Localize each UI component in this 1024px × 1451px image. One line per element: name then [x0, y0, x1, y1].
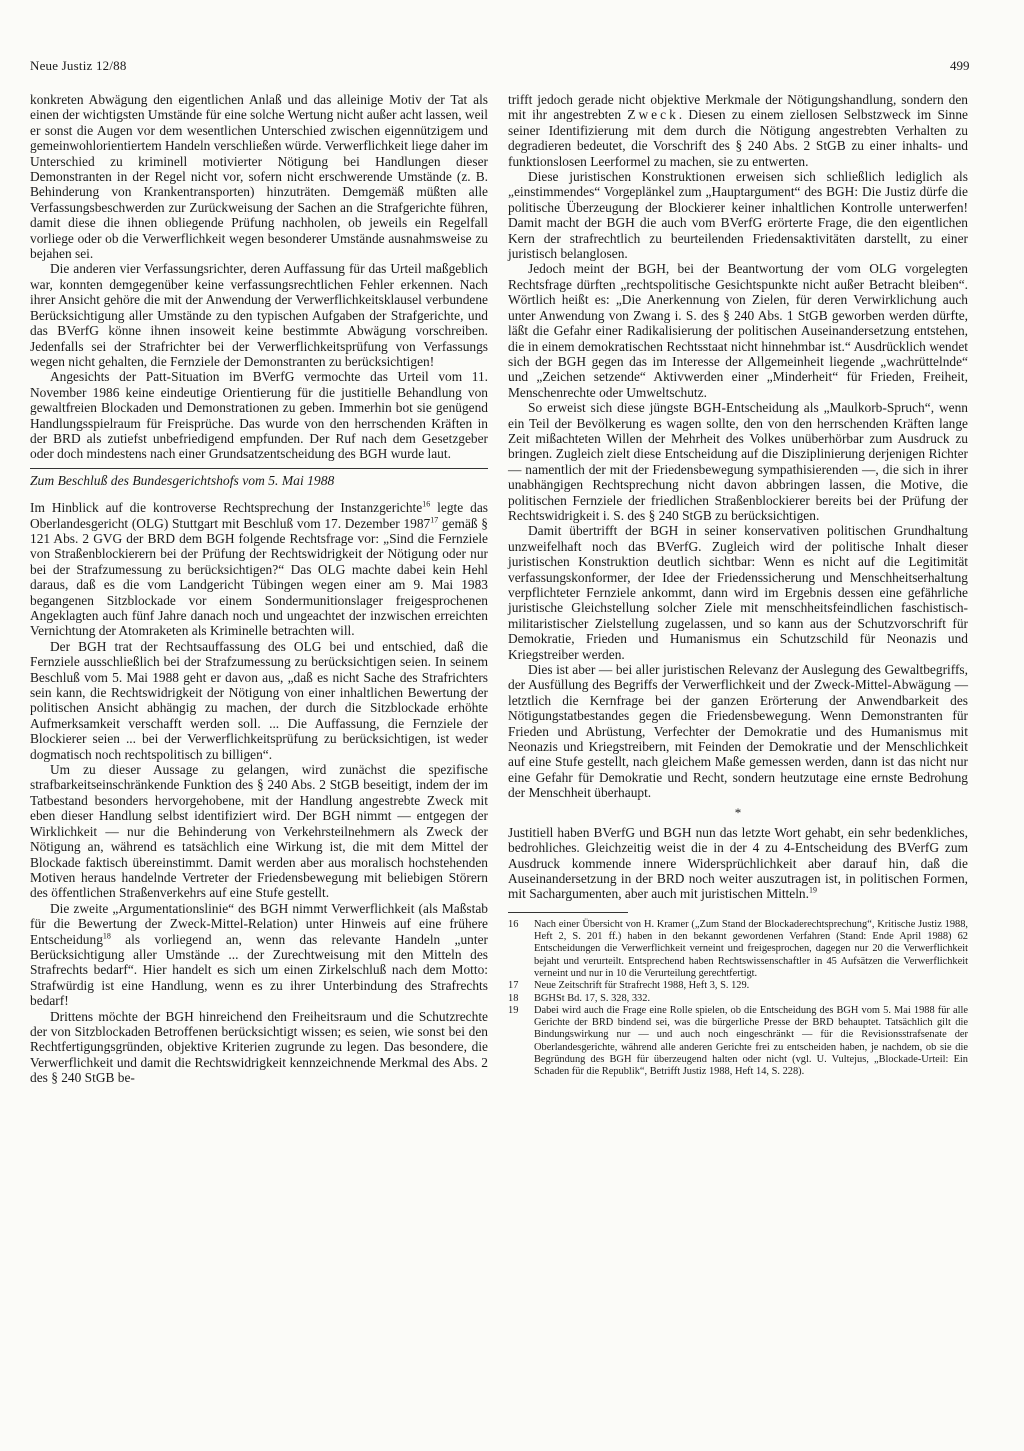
footnote [508, 1005, 968, 1079]
left-column [30, 92, 488, 1086]
footnote-text: Dabei wird auch die Frage eine Rolle spielen, ob die Entscheidung des BGH vom 5. Mai 1988 für alle Gerichte der BRD bindend sei, was die bürgerliche Presse der BRD behauptet. Tatsächlich gilt die Bindungswirkung nur — und auch noch eingeschränkt — für die Revisionsstrafsenate der Oberlandesgerichte, während alle anderen Gerichte frei zu entscheiden haben, je nachdem, ob sie die Begründung des BGH für überzeugend halten oder nicht (vgl. U. Vultejus, „Blockade-Urteil: Ein Schaden für die Republik“, Betrifft Justiz 1988, Heft 14, S. 228). [534, 1004, 968, 1078]
text-run: legte das Oberlandesgericht (OLG) Stuttgart mit Beschluß vom 17. Dezember 1987 [30, 500, 488, 531]
footnote-ref-19: 19 [808, 885, 817, 895]
paragraph: konkreten Abwägung den eigentlichen Anlaß und das alleinige Motiv der Tat als einen der wichtigsten Umstände für eine solche Wertung nicht außer acht lassen, weil er sonst die Augen vor dem wesentlichen Unterschied zwischen eigennützigem und gemeinwohlorientiertem Handeln verschließen würde. Verwerflichkeit liege daher im Unterschied zu kriminell motivierter Nötigung bei Handlungen dieser Demonstranten in der Regel nicht vor, sofern nicht erschwerende Umstände (z. B. Behinderung von Krankentransporten) hinzuträten. Demgemäß müßten alle Verfassungsbeschwerden zur Zurückweisung der Sachen an die Strafgerichte führen, damit diese die ihnen obliegende Prüfung nachholen, ob jeweils ein Regelfall vorliege oder ob die Verwerflichkeit wegen besonderer Umstände ausnahmsweise zu bejahen sei. [30, 92, 488, 262]
spaced-word: Zweck [627, 107, 679, 123]
footnote-text: Neue Zeitschrift für Strafrecht 1988, Heft 3, S. 129. [534, 980, 750, 992]
paragraph [30, 901, 488, 1009]
paragraph: Die anderen vier Verfassungsrichter, deren Auffassung für das Urteil maßgeblich war, konnten demgegenüber keine verfassungsrechtlichen Fehler erkennen. Nach ihrer Ansicht gehöre die mit der Anwendung der Verwerflichkeitsklausel verbundene Berücksichtigung aller Umstände zu den typischen Aufgaben der Strafgerichte, und das BVerfG könne ihnen insoweit keine bestimmte Abwägung vorschreiben. Jedenfalls sei der Strafrichter bei der Verwerflichkeitsprüfung von Verfassungs wegen nicht gehalten, die Fernziele der Demonstranten zu berücksichtigen! [30, 261, 488, 369]
paragraph [508, 92, 968, 169]
paragraph: Damit übertrifft der BGH in seiner konservativen politischen Grundhaltung unzweifelhaft noch das BVerfG. Zugleich wird der politische Inhalt dieser juristischen Konstruktion deutlich sichtbar: Wenn es nicht auf die Legitimität verfassungskonformer, der Idee der Friedenssicherung und Menschheitserhaltung verpflichteter Fernziele ankommt, dann wird im Ergebnis dessen eine gefährliche juristische Gleichstellung solcher Ziele mit menschheitsfeindlichen faschistisch-militaristischer Zielstellung zugelassen, und so kann aus der Schutzvorschrift für Demokratie, Frieden und Humanismus ein Schutzschild für Neonazis und Kriegstreiber werden. [508, 523, 968, 662]
paragraph: Um zu dieser Aussage zu gelangen, wird zunächst die spezifische strafbarkeitseinschränkende Funktion des § 240 Abs. 2 StGB beseitigt, indem der im Tatbestand besonders hervorgehobene, mit der Handlung angestrebte Zweck mit eben dieser Handlung selbst identifiziert wird. Der BGH nimmt — entgegen der Wirklichkeit — nur die Behinderung von Verkehrsteilnehmern als Zweck der Nötigung an, während es tatsächlich eine Wirkung ist, die mit dem Mittel der Blockade faktisch übereinstimmt. Damit werden aber aus moralisch hochstehenden Motiven heraus handelnde Vertreter der Friedensbewegung mit beliebigen Störern des öffentlichen Straßenverkehrs auf eine Stufe gestellt. [30, 762, 488, 901]
footnotes [508, 919, 968, 1079]
text-run: trifft jedoch gerade nicht objektive Merkmale der Nötigungshandlung, sondern den mit ihr angestrebten [508, 92, 968, 123]
text-run: gemäß § 121 Abs. 2 GVG der BRD dem BGH folgende Rechtsfrage vor: „Sind die Fernziele von Straßenblockierern bei der Prüfung der Rechtswidrigkeit der Nötigung oder nur bei der Strafzumessung zu berücksichtigen?“ Das OLG machte dabei kein Hehl daraus, daß es die vom Landgericht Tübingen wegen einer am 9. Mai 1983 begangenen Sitzblockade vor einem Sondermunitionslager freigesprochenen Angeklagten auch fünf Jahre danach noch und ungeachtet der inzwischen erreichten Vernichtung der Atomraketen als Kriminelle betrachten will. [30, 515, 488, 639]
footnote-number: 17 [508, 980, 519, 992]
footnote [508, 919, 968, 980]
paragraph: Drittens möchte der BGH hinreichend den Freiheitsraum und die Schutzrechte der von Sitzblockaden Betroffenen berücksichtigt wissen; es seien, wie sonst bei den Rechtfertigungsgründen, objektive Kriterien zugrunde zu legen. Das besondere, die Verwerflichkeit und damit die Rechtswidrigkeit kennzeichnende Merkmal des Abs. 2 des § 240 StGB be- [30, 1008, 488, 1086]
paragraph: Diese juristischen Konstruktionen erweisen sich schließlich lediglich als „einstimmendes“ Vorgeplänkel zum „Hauptargument“ des BGH: Die Justiz dürfe die politische Überzeugung der Blockierer keiner inhaltlichen Kontrolle unterwerfen! Damit macht der BGH die auch vom BVerfG erörterte Frage, die den eigentlichen Kern der strafrechtlich zu beurteilenden Friedensaktivitäten darstellt, zu einer juristisch belanglosen. [508, 169, 968, 262]
footnote-number: 16 [508, 918, 519, 930]
footnote-ref-17: 17 [430, 515, 439, 525]
footnote-text: BGHSt Bd. 17, S. 328, 332. [534, 992, 651, 1004]
running-header: Neue Justiz 12/88 [30, 58, 127, 73]
paragraph: Angesichts der Patt-Situation im BVerfG vermochte das Urteil vom 11. November 1986 keine eindeutige Orientierung für die justitielle Behandlung von gewaltfreien Blockaden und Demonstrationen zu geben. Immerhin bot sie genügend Handlungsspielraum für Freisprüche. Das wurde von den herrschenden Kräften in der BRD als zutiefst unbefriedigend empfunden. Der Ruf nach dem Gesetzgeber oder doch mindestens nach einer Grundsatzentscheidung des BGH wurde laut. [30, 369, 488, 462]
section-separator: * [734, 804, 742, 820]
paragraph [508, 825, 968, 902]
footnote-number: 18 [508, 992, 519, 1004]
paragraph: Dies ist aber — bei aller juristischen Relevanz der Auslegung des Gewaltbegriffs, der Ausfüllung des Begriffs der Verwerflichkeit und der Zweck-Mittel-Abwägung — letztlich die Kernfrage bei der ganzen Erörterung der Anwendbarkeit des Nötigungstatbestandes gegen die Friedensbewegung. Wenn Demonstranten für Frieden und Abrüstung, Verfechter der Demokratie und des Humanismus mit Neonazis und Kriegstreibern, mit Feinden der Demokratie und der Menschlichkeit auf eine Stufe gestellt, nach gleichem Maße gemessen werden, dann ist das nicht nur eine Gefahr für Demokratie und Recht, sondern heutzutage eine ernste Bedrohung der Menschheit überhaupt. [508, 662, 968, 801]
paragraph [30, 500, 488, 639]
page-number: 499 [950, 58, 970, 73]
paragraph: So erweist sich diese jüngste BGH-Entscheidung als „Maulkorb-Spruch“, wenn ein Teil der Bevölkerung es wagen sollte, den von den herrschenden Kräften lange Zeit mißachteten Willen der Mehrheit des Volkes unüberhörbar zum Ausdruck zu bringen. Zugleich zielt diese Entscheidung auf die Disziplinierung derjenigen Richter — namentlich der mit der Friedensbewegung sympathisierenden —, die sich in ihrer unabhängigen Rechtsprechung nicht davon abbringen lassen, die Motive, die politischen Fernziele der friedlichen Straßenblockierer bereits bei der Prüfung der Rechtswidrigkeit i. S. des § 240 StGB zu berücksichtigen. [508, 400, 968, 523]
footnote [508, 993, 968, 1005]
footnote-divider [508, 912, 628, 913]
footnote-text: Nach einer Übersicht von H. Kramer („Zum Stand der Blockaderechtsprechung“, Kritische Justiz 1988, Heft 2, S. 201 ff.) haben in den bekannt gewordenen Verfahren (Stand: Ende April 1988) 62 Entscheidungen die Verwerflichkeit verneint und freigesprochen, dagegen nur 20 die Verwerflichkeit bejaht und verurteilt. Entsprechend haben Rechtswissenschaftler in 45 Aufsätzen die Verwerflichkeit verneint und nur in 10 die Verurteilung gerechtfertigt. [534, 918, 968, 979]
paragraph: Der BGH trat der Rechtsauffassung des OLG bei und entschied, daß die Fernziele ausschließlich bei der Strafzumessung zu berücksichtigen seien. In seinem Beschluß vom 5. Mai 1988 geht er davon aus, „daß es nicht Sache des Strafrichters sein kann, die Rechtswidrigkeit der Nötigung von einer inhaltlichen Bewertung der politischen Ansicht abhängig zu machen, der durch die Sitzblockade erhöhte Aufmerksamkeit verschafft werden soll. ... Die Auffassung, die Fernziele der Blockierer seien ... bei der Verwerflichkeitsprüfung zu berücksichtigen, ist weder dogmatisch noch rechtspolitisch zu billigen“. [30, 638, 488, 762]
footnote-ref-16: 16 [422, 499, 431, 509]
footnote-number: 19 [508, 1004, 519, 1016]
footnote [508, 980, 968, 992]
paragraph: Jedoch meint der BGH, bei der Beantwortung der vom OLG vorgelegten Rechtsfrage dürften „rechtspolitische Gesichtspunkte nicht außer Betracht bleiben“. Wörtlich heißt es: „Die Anerkennung von Zielen, für deren Verwirklichung auch unter Anwendung von Zwang i. S. des § 240 Abs. 1 StGB geworben werden dürfte, läßt die Gefahr einer Radikalisierung der politischen Auseinandersetzung entstehen, die in einem demokratischen Rechtsstaat nicht hinnehmbar ist.“ Ausdrücklich wendet sich der BGH gegen das im Interesse der Allgemeinheit liegende „wachrüttelnde“ und „Zeichen setzende“ Aktivwerden einer „Minderheit“ für Frieden, Freiheit, Menschenrechte oder Umweltschutz. [508, 261, 968, 400]
right-column [508, 92, 968, 1079]
text-run: . Diesen zu einem ziellosen Selbstzweck im Sinne seiner Identifizierung mit dem durch die Nötigung angestrebten Verhalten zu degradieren bedeutet, die Vorschrift des § 240 Abs. 2 StGB zu einer inhalts- und funktionslosen Leerformel zu machen, sie zu entwerten. [508, 107, 968, 169]
section-heading: Zum Beschluß des Bundesgerichtshofs vom 5. Mai 1988 [30, 468, 488, 488]
text-run: Die zweite „Argumentationslinie“ des BGH nimmt Verwerflichkeit (als Maßstab für die Bewertung der Zweck-Mittel-Relation) unter Hinweis auf eine frühere Entscheidung [30, 900, 488, 947]
text-run: Justitiell haben BVerfG und BGH nun das letzte Wort gehabt, ein sehr bedenkliches, bedrohliches. Gleichzeitig weist die in der 4 zu 4-Entscheidung des BVerfG zum Ausdruck kommende innere Widersprüchlichkeit aber darauf hin, daß die Auseinandersetzung in der BRD noch weiter auszutragen ist, in politischen Formen, mit Sachargumenten, aber auch mit juristischen Mitteln. [508, 824, 968, 902]
text-run: Im Hinblick auf die kontroverse Rechtsprechung der Instanzgerichte [30, 500, 423, 516]
footnote-ref-18: 18 [102, 931, 111, 941]
text-run: als vorliegend an, wenn das relevante Handeln „unter Berücksichtigung aller Umstände ... der Zurechtweisung mit den Mitteln des Strafrechts bedarf“. Hier handelt es sich um einen Zirkelschluß nach dem Motto: Strafwürdig ist eine Handlung, wenn es zu ihrer Unterbindung des Strafrechts bedarf! [30, 931, 488, 1009]
